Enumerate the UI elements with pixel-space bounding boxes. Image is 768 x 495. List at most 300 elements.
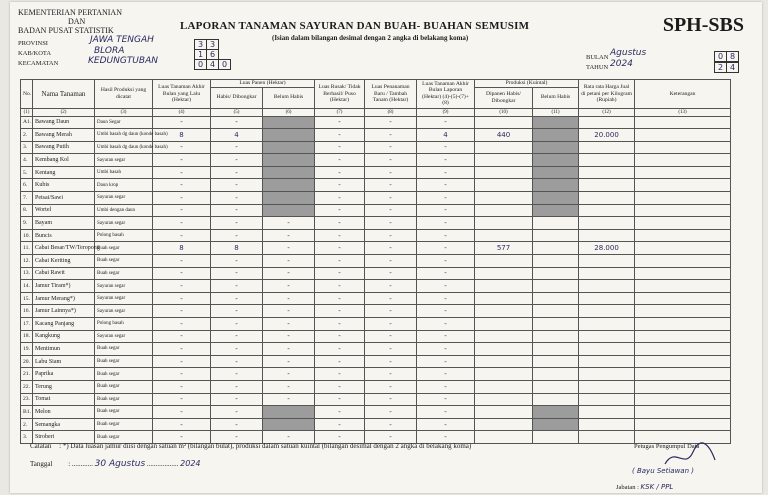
produksi-dipanen[interactable] xyxy=(475,141,533,154)
luas-penanaman[interactable]: - xyxy=(365,343,417,356)
produksi-dipanen[interactable] xyxy=(475,267,533,280)
produksi-dipanen[interactable] xyxy=(475,305,533,318)
produksi-dipanen[interactable] xyxy=(475,431,533,444)
luas-rusak[interactable]: - xyxy=(315,393,365,406)
panen-belum-habis[interactable] xyxy=(263,166,315,179)
luas-penanaman[interactable]: - xyxy=(365,166,417,179)
luas-akhir[interactable]: - xyxy=(417,393,475,406)
produksi-belum-habis[interactable] xyxy=(533,242,579,255)
produksi-dipanen[interactable] xyxy=(475,330,533,343)
panen-belum-habis[interactable] xyxy=(263,179,315,192)
luas-akhir-lalu[interactable]: - xyxy=(153,406,211,419)
keterangan[interactable] xyxy=(635,355,731,368)
luas-penanaman[interactable]: - xyxy=(365,129,417,142)
row-number: 5. xyxy=(21,166,33,179)
luas-rusak[interactable]: - xyxy=(315,343,365,356)
row-number: 17. xyxy=(21,318,33,331)
panen-belum-habis[interactable]: - xyxy=(263,280,315,293)
luas-akhir-lalu[interactable]: - xyxy=(153,116,211,129)
luas-rusak[interactable]: - xyxy=(315,116,365,129)
luas-rusak[interactable]: - xyxy=(315,380,365,393)
produksi-belum-habis[interactable] xyxy=(533,393,579,406)
panen-habis[interactable]: - xyxy=(211,393,263,406)
luas-akhir[interactable]: - xyxy=(417,280,475,293)
luas-akhir-lalu[interactable]: - xyxy=(153,431,211,444)
luas-penanaman[interactable]: - xyxy=(365,393,417,406)
table-row xyxy=(21,179,731,192)
luas-rusak[interactable]: - xyxy=(315,166,365,179)
produksi-dipanen[interactable] xyxy=(475,166,533,179)
produksi-dipanen[interactable] xyxy=(475,368,533,381)
luas-rusak[interactable]: - xyxy=(315,280,365,293)
col-luas-panen: Luas Panen (Hektar) xyxy=(211,80,315,88)
panen-habis[interactable]: - xyxy=(211,280,263,293)
luas-akhir-lalu[interactable]: - xyxy=(153,204,211,217)
panen-habis[interactable]: 4 xyxy=(211,129,263,142)
luas-akhir[interactable]: - xyxy=(417,116,475,129)
produksi-dipanen[interactable] xyxy=(475,255,533,268)
harga-jual[interactable] xyxy=(579,318,635,331)
panen-belum-habis[interactable]: - xyxy=(263,368,315,381)
produksi-belum-habis[interactable] xyxy=(533,154,579,167)
produksi-belum-habis[interactable] xyxy=(533,280,579,293)
tanggal: Tanggal : ............ 30 Agustus .................. 2024 xyxy=(30,459,201,469)
produksi-dipanen[interactable] xyxy=(475,393,533,406)
luas-rusak[interactable]: - xyxy=(315,292,365,305)
panen-belum-habis[interactable]: - xyxy=(263,355,315,368)
keterangan[interactable] xyxy=(635,418,731,431)
luas-akhir[interactable]: - xyxy=(417,406,475,419)
panen-belum-habis[interactable] xyxy=(263,116,315,129)
provinsi-code[interactable]: 3 3 xyxy=(194,39,219,50)
produksi-belum-habis[interactable] xyxy=(533,229,579,242)
produksi-dipanen[interactable] xyxy=(475,406,533,419)
produksi-belum-habis[interactable] xyxy=(533,418,579,431)
luas-akhir[interactable]: - xyxy=(417,305,475,318)
panen-habis[interactable]: - xyxy=(211,431,263,444)
luas-akhir-lalu[interactable]: - xyxy=(153,141,211,154)
panen-habis[interactable]: - xyxy=(211,418,263,431)
panen-belum-habis[interactable] xyxy=(263,154,315,167)
produksi-dipanen[interactable] xyxy=(475,343,533,356)
harga-jual[interactable] xyxy=(579,141,635,154)
produksi-belum-habis[interactable] xyxy=(533,116,579,129)
harga-jual[interactable] xyxy=(579,192,635,205)
panen-habis[interactable]: - xyxy=(211,192,263,205)
luas-penanaman[interactable]: - xyxy=(365,242,417,255)
harga-jual[interactable] xyxy=(579,305,635,318)
tahun-value[interactable]: 2024 xyxy=(610,59,633,69)
row-number: 18. xyxy=(21,330,33,343)
keterangan[interactable] xyxy=(635,179,731,192)
luas-rusak[interactable]: - xyxy=(315,179,365,192)
luas-akhir[interactable]: 4 xyxy=(417,129,475,142)
panen-belum-habis[interactable]: - xyxy=(263,255,315,268)
harga-jual[interactable] xyxy=(579,343,635,356)
luas-rusak[interactable]: - xyxy=(315,204,365,217)
produksi-dipanen[interactable] xyxy=(475,204,533,217)
luas-penanaman[interactable]: - xyxy=(365,330,417,343)
panen-belum-habis[interactable] xyxy=(263,418,315,431)
luas-akhir[interactable]: - xyxy=(417,179,475,192)
panen-habis[interactable]: - xyxy=(211,204,263,217)
bulan-value[interactable]: Agustus xyxy=(610,48,647,58)
luas-akhir[interactable]: - xyxy=(417,318,475,331)
agency-bps: BADAN PUSAT STATISTIK xyxy=(18,26,114,35)
keterangan[interactable] xyxy=(635,204,731,217)
panen-belum-habis[interactable]: - xyxy=(263,431,315,444)
produksi-belum-habis[interactable] xyxy=(533,431,579,444)
produksi-belum-habis[interactable] xyxy=(533,255,579,268)
produksi-dipanen[interactable] xyxy=(475,229,533,242)
luas-rusak[interactable]: - xyxy=(315,431,365,444)
produksi-belum-habis[interactable] xyxy=(533,141,579,154)
keterangan[interactable] xyxy=(635,318,731,331)
luas-akhir-lalu[interactable]: - xyxy=(153,267,211,280)
bulan-code[interactable]: 0 8 xyxy=(714,51,739,62)
panen-habis[interactable]: - xyxy=(211,141,263,154)
jabatan-value[interactable]: KSK / PPL xyxy=(640,483,674,491)
luas-penanaman[interactable]: - xyxy=(365,192,417,205)
keterangan[interactable] xyxy=(635,368,731,381)
luas-akhir[interactable]: - xyxy=(417,330,475,343)
panen-belum-habis[interactable]: - xyxy=(263,330,315,343)
luas-penanaman[interactable]: - xyxy=(365,305,417,318)
luas-penanaman[interactable]: - xyxy=(365,267,417,280)
provinsi-value[interactable]: JAWA TENGAH xyxy=(90,35,154,45)
harga-jual[interactable] xyxy=(579,204,635,217)
luas-rusak[interactable]: - xyxy=(315,129,365,142)
harga-jual[interactable] xyxy=(579,393,635,406)
luas-akhir-lalu[interactable]: - xyxy=(153,318,211,331)
luas-penanaman[interactable]: - xyxy=(365,229,417,242)
produksi-belum-habis[interactable] xyxy=(533,217,579,230)
panen-habis[interactable]: - xyxy=(211,166,263,179)
panen-habis[interactable]: - xyxy=(211,406,263,419)
produksi-belum-habis[interactable] xyxy=(533,406,579,419)
luas-akhir-lalu[interactable]: 8 xyxy=(153,129,211,142)
col-harga: Rata rata Harga Jual di petani per Kilogram (Rupiah) xyxy=(579,80,635,109)
luas-rusak[interactable]: - xyxy=(315,305,365,318)
crop-name: Petsai/Sawi xyxy=(33,192,95,205)
panen-habis[interactable]: - xyxy=(211,267,263,280)
luas-akhir[interactable]: - xyxy=(417,343,475,356)
produksi-belum-habis[interactable] xyxy=(533,343,579,356)
luas-akhir[interactable]: - xyxy=(417,255,475,268)
produksi-belum-habis[interactable] xyxy=(533,179,579,192)
harga-jual[interactable] xyxy=(579,380,635,393)
luas-rusak[interactable]: - xyxy=(315,242,365,255)
produksi-dipanen[interactable] xyxy=(475,355,533,368)
panen-belum-habis[interactable]: - xyxy=(263,380,315,393)
harga-jual[interactable] xyxy=(579,418,635,431)
luas-rusak[interactable]: - xyxy=(315,368,365,381)
table-row xyxy=(21,318,731,331)
luas-akhir-lalu[interactable]: - xyxy=(153,292,211,305)
tahun-code[interactable]: 2 4 xyxy=(714,62,739,73)
keterangan[interactable] xyxy=(635,129,731,142)
harga-jual[interactable] xyxy=(579,255,635,268)
luas-akhir-lalu[interactable]: - xyxy=(153,380,211,393)
panen-habis[interactable]: 8 xyxy=(211,242,263,255)
crop-name: Stroberi xyxy=(33,431,95,444)
harga-jual[interactable]: 20.000 xyxy=(579,129,635,142)
luas-akhir-lalu[interactable]: - xyxy=(153,393,211,406)
harga-jual[interactable] xyxy=(579,355,635,368)
table-row xyxy=(21,292,731,305)
luas-rusak[interactable]: - xyxy=(315,192,365,205)
crop-name: Jamur Tiram*) xyxy=(33,280,95,293)
panen-belum-habis[interactable]: - xyxy=(263,292,315,305)
produksi-dipanen[interactable] xyxy=(475,154,533,167)
panen-habis[interactable]: - xyxy=(211,305,263,318)
produksi-dipanen[interactable] xyxy=(475,318,533,331)
luas-penanaman[interactable]: - xyxy=(365,318,417,331)
luas-akhir-lalu[interactable]: - xyxy=(153,229,211,242)
luas-akhir[interactable]: - xyxy=(417,242,475,255)
harga-jual[interactable]: 28.000 xyxy=(579,242,635,255)
panen-habis[interactable]: - xyxy=(211,292,263,305)
luas-penanaman[interactable]: - xyxy=(365,418,417,431)
luas-akhir-lalu[interactable]: - xyxy=(153,305,211,318)
keterangan[interactable] xyxy=(635,192,731,205)
harga-jual[interactable] xyxy=(579,179,635,192)
keterangan[interactable] xyxy=(635,242,731,255)
panen-habis[interactable]: - xyxy=(211,330,263,343)
produksi-dipanen[interactable] xyxy=(475,380,533,393)
luas-akhir-lalu[interactable]: - xyxy=(153,355,211,368)
produksi-dipanen[interactable] xyxy=(475,192,533,205)
luas-akhir-lalu[interactable]: - xyxy=(153,368,211,381)
keterangan[interactable] xyxy=(635,380,731,393)
luas-rusak[interactable]: - xyxy=(315,154,365,167)
luas-akhir-lalu[interactable]: - xyxy=(153,192,211,205)
row-number: 16. xyxy=(21,305,33,318)
panen-belum-habis[interactable]: - xyxy=(263,318,315,331)
panen-belum-habis[interactable] xyxy=(263,141,315,154)
crop-output-type: Buah segar xyxy=(95,406,153,419)
luas-akhir-lalu[interactable]: - xyxy=(153,418,211,431)
produksi-belum-habis[interactable] xyxy=(533,330,579,343)
luas-akhir-lalu[interactable]: - xyxy=(153,343,211,356)
luas-akhir[interactable]: - xyxy=(417,192,475,205)
keterangan[interactable] xyxy=(635,141,731,154)
harga-jual[interactable] xyxy=(579,154,635,167)
luas-rusak[interactable]: - xyxy=(315,217,365,230)
luas-penanaman[interactable]: - xyxy=(365,292,417,305)
keterangan[interactable] xyxy=(635,305,731,318)
panen-belum-habis[interactable]: - xyxy=(263,267,315,280)
luas-akhir[interactable]: - xyxy=(417,418,475,431)
produksi-dipanen[interactable] xyxy=(475,217,533,230)
produksi-dipanen[interactable]: 440 xyxy=(475,129,533,142)
harga-jual[interactable] xyxy=(579,431,635,444)
luas-akhir-lalu[interactable]: - xyxy=(153,166,211,179)
keterangan[interactable] xyxy=(635,267,731,280)
luas-akhir-lalu[interactable]: - xyxy=(153,280,211,293)
luas-penanaman[interactable]: - xyxy=(365,406,417,419)
harga-jual[interactable] xyxy=(579,229,635,242)
keterangan[interactable] xyxy=(635,343,731,356)
produksi-belum-habis[interactable] xyxy=(533,355,579,368)
panen-habis[interactable]: - xyxy=(211,229,263,242)
luas-penanaman[interactable]: - xyxy=(365,255,417,268)
luas-akhir[interactable]: - xyxy=(417,368,475,381)
luas-akhir[interactable]: - xyxy=(417,166,475,179)
produksi-belum-habis[interactable] xyxy=(533,192,579,205)
panen-belum-habis[interactable] xyxy=(263,192,315,205)
produksi-dipanen[interactable]: 577 xyxy=(475,242,533,255)
luas-penanaman[interactable]: - xyxy=(365,431,417,444)
luas-akhir-lalu[interactable]: - xyxy=(153,330,211,343)
luas-rusak[interactable]: - xyxy=(315,141,365,154)
harga-jual[interactable] xyxy=(579,267,635,280)
luas-penanaman[interactable]: - xyxy=(365,179,417,192)
luas-penanaman[interactable]: - xyxy=(365,154,417,167)
luas-akhir[interactable]: - xyxy=(417,292,475,305)
harga-jual[interactable] xyxy=(579,292,635,305)
keterangan[interactable] xyxy=(635,280,731,293)
luas-akhir-lalu[interactable]: 8 xyxy=(153,242,211,255)
keterangan[interactable] xyxy=(635,393,731,406)
luas-penanaman[interactable]: - xyxy=(365,368,417,381)
produksi-belum-habis[interactable] xyxy=(533,380,579,393)
produksi-belum-habis[interactable] xyxy=(533,318,579,331)
keterangan[interactable] xyxy=(635,229,731,242)
panen-habis[interactable]: - xyxy=(211,318,263,331)
panen-belum-habis[interactable]: - xyxy=(263,242,315,255)
luas-akhir[interactable]: - xyxy=(417,431,475,444)
harga-jual[interactable] xyxy=(579,280,635,293)
crop-name: Semangka xyxy=(33,418,95,431)
luas-rusak[interactable]: - xyxy=(315,330,365,343)
crop-name: Cabai Keriting xyxy=(33,255,95,268)
produksi-belum-habis[interactable] xyxy=(533,129,579,142)
luas-rusak[interactable]: - xyxy=(315,267,365,280)
luas-penanaman[interactable]: - xyxy=(365,355,417,368)
luas-akhir[interactable]: - xyxy=(417,141,475,154)
produksi-belum-habis[interactable] xyxy=(533,204,579,217)
crop-output-type: Umbi dengan daun xyxy=(95,204,153,217)
panen-habis[interactable]: - xyxy=(211,217,263,230)
luas-rusak[interactable]: - xyxy=(315,255,365,268)
panen-belum-habis[interactable]: - xyxy=(263,393,315,406)
harga-jual[interactable] xyxy=(579,406,635,419)
keterangan[interactable] xyxy=(635,154,731,167)
panen-belum-habis[interactable]: - xyxy=(263,217,315,230)
luas-penanaman[interactable]: - xyxy=(365,280,417,293)
produksi-belum-habis[interactable] xyxy=(533,166,579,179)
table-row xyxy=(21,418,731,431)
kecamatan-code[interactable]: 0 4 0 xyxy=(194,59,231,70)
panen-belum-habis[interactable] xyxy=(263,406,315,419)
tanggal-value[interactable]: 30 Agustus xyxy=(94,459,146,469)
produksi-belum-habis[interactable] xyxy=(533,267,579,280)
col-keterangan: Keterangan xyxy=(635,80,731,109)
kabkota-code[interactable]: 1 6 xyxy=(194,49,219,60)
luas-akhir[interactable]: - xyxy=(417,380,475,393)
panen-habis[interactable]: - xyxy=(211,368,263,381)
kecamatan-value[interactable]: KEDUNGTUBAN xyxy=(88,56,158,66)
produksi-dipanen[interactable] xyxy=(475,292,533,305)
row-number: 13. xyxy=(21,267,33,280)
luas-penanaman[interactable]: - xyxy=(365,116,417,129)
luas-rusak[interactable]: - xyxy=(315,229,365,242)
produksi-dipanen[interactable] xyxy=(475,179,533,192)
luas-rusak[interactable]: - xyxy=(315,355,365,368)
harga-jual[interactable] xyxy=(579,217,635,230)
panen-belum-habis[interactable] xyxy=(263,129,315,142)
harga-jual[interactable] xyxy=(579,116,635,129)
tanggal-year[interactable]: 2024 xyxy=(180,459,201,468)
harga-jual[interactable] xyxy=(579,330,635,343)
crop-output-type: Sayuran segar xyxy=(95,280,153,293)
keterangan[interactable] xyxy=(635,217,731,230)
luas-akhir[interactable]: - xyxy=(417,217,475,230)
panen-habis[interactable]: - xyxy=(211,179,263,192)
panen-belum-habis[interactable] xyxy=(263,204,315,217)
luas-akhir[interactable]: - xyxy=(417,355,475,368)
luas-akhir-lalu[interactable]: - xyxy=(153,255,211,268)
produksi-dipanen[interactable] xyxy=(475,280,533,293)
luas-penanaman[interactable]: - xyxy=(365,217,417,230)
harga-jual[interactable] xyxy=(579,368,635,381)
luas-akhir-lalu[interactable]: - xyxy=(153,179,211,192)
luas-penanaman[interactable]: - xyxy=(365,141,417,154)
harga-jual[interactable] xyxy=(579,166,635,179)
panen-habis[interactable]: - xyxy=(211,343,263,356)
table-row xyxy=(21,154,731,167)
panen-belum-habis[interactable]: - xyxy=(263,305,315,318)
produksi-belum-habis[interactable] xyxy=(533,292,579,305)
produksi-belum-habis[interactable] xyxy=(533,368,579,381)
produksi-belum-habis[interactable] xyxy=(533,305,579,318)
panen-habis[interactable]: - xyxy=(211,355,263,368)
row-number: 2. xyxy=(21,129,33,142)
keterangan[interactable] xyxy=(635,292,731,305)
panen-habis[interactable]: - xyxy=(211,380,263,393)
panen-belum-habis[interactable]: - xyxy=(263,229,315,242)
luas-akhir[interactable]: - xyxy=(417,229,475,242)
luas-rusak[interactable]: - xyxy=(315,318,365,331)
panen-habis[interactable]: - xyxy=(211,154,263,167)
luas-akhir[interactable]: - xyxy=(417,204,475,217)
keterangan[interactable] xyxy=(635,406,731,419)
produksi-dipanen[interactable] xyxy=(475,418,533,431)
luas-penanaman[interactable]: - xyxy=(365,380,417,393)
crop-output-type: Umbi basah xyxy=(95,166,153,179)
table-row xyxy=(21,217,731,230)
crop-output-type: Daun Segar xyxy=(95,116,153,129)
luas-akhir-lalu[interactable]: - xyxy=(153,217,211,230)
keterangan[interactable] xyxy=(635,166,731,179)
panen-habis[interactable]: - xyxy=(211,116,263,129)
luas-akhir[interactable]: - xyxy=(417,267,475,280)
luas-penanaman[interactable]: - xyxy=(365,204,417,217)
produksi-dipanen[interactable] xyxy=(475,116,533,129)
luas-akhir-lalu[interactable]: - xyxy=(153,154,211,167)
luas-rusak[interactable]: - xyxy=(315,406,365,419)
keterangan[interactable] xyxy=(635,330,731,343)
kabkota-value[interactable]: BLORA xyxy=(94,46,125,56)
panen-habis[interactable]: - xyxy=(211,255,263,268)
keterangan[interactable] xyxy=(635,255,731,268)
panen-belum-habis[interactable]: - xyxy=(263,343,315,356)
crop-name: Cabai Rawit xyxy=(33,267,95,280)
luas-rusak[interactable]: - xyxy=(315,418,365,431)
keterangan[interactable] xyxy=(635,116,731,129)
luas-akhir[interactable]: - xyxy=(417,154,475,167)
